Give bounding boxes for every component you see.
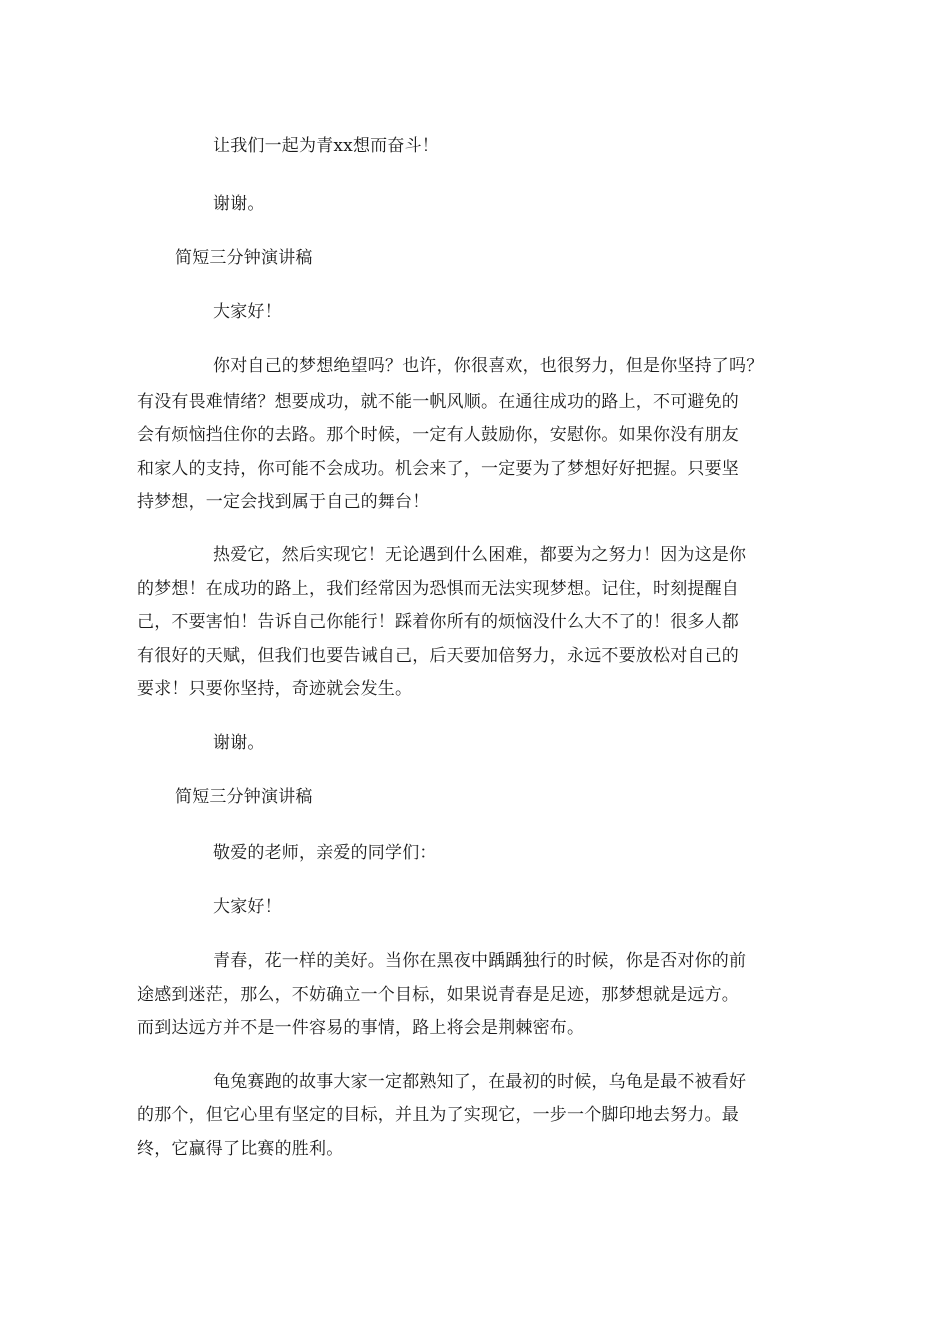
paragraph-line: 有很好的天赋，但我们也要告诫自己，后天要加倍努力，永远不要放松对自己的 — [137, 646, 739, 666]
paragraph-line: 终，它赢得了比赛的胜利。 — [137, 1139, 344, 1159]
paragraph-line: 热爱它，然后实现它！无论遇到什么困难，都要为之努力！因为这是你 — [213, 545, 747, 565]
greeting-line: 大家好！ — [213, 897, 282, 917]
paragraph-line: 要求！只要你坚持，奇迹就会发生。 — [137, 679, 413, 699]
paragraph-line: 己，不要害怕！告诉自己你能行！踩着你所有的烦恼没什么大不了的！很多人都 — [137, 612, 739, 632]
paragraph-line: 龟兔赛跑的故事大家一定都熟知了，在最初的时候，乌龟是最不被看好 — [213, 1072, 747, 1092]
section-heading: 简短三分钟演讲稿 — [175, 248, 313, 268]
paragraph-line: 有没有畏难情绪？想要成功，就不能一帆风顺。在通往成功的路上，不可避免的 — [137, 392, 739, 412]
paragraph-line: 持梦想，一定会找到属于自己的舞台！ — [137, 492, 430, 512]
paragraph-line: 而到达远方并不是一件容易的事情，路上将会是荆棘密布。 — [137, 1018, 585, 1038]
paragraph-line: 你对自己的梦想绝望吗？也许，你很喜欢，也很努力，但是你坚持了吗？ — [213, 356, 764, 376]
paragraph-line: 的那个，但它心里有坚定的目标，并且为了实现它，一步一个脚印地去努力。最 — [137, 1105, 739, 1125]
paragraph-line: 的梦想！在成功的路上，我们经常因为恐惧而无法实现梦想。记住，时刻提醒自 — [137, 579, 739, 599]
paragraph-line: 会有烦恼挡住你的去路。那个时候，一定有人鼓励你，安慰你。如果你没有朋友 — [137, 425, 739, 445]
section-heading: 简短三分钟演讲稿 — [175, 787, 313, 807]
paragraph-line: 途感到迷茫，那么，不妨确立一个目标，如果说青春是足迹，那梦想就是远方。 — [137, 985, 739, 1005]
thanks-line: 谢谢。 — [213, 194, 265, 214]
paragraph-line: 青春，花一样的美好。当你在黑夜中踽踽独行的时候，你是否对你的前 — [213, 951, 747, 971]
salutation-line: 敬爱的老师，亲爱的同学们： — [213, 843, 437, 863]
paragraph-line: 和家人的支持，你可能不会成功。机会来了，一定要为了梦想好好把握。只要坚 — [137, 459, 739, 479]
greeting-line: 大家好！ — [213, 302, 282, 322]
thanks-line: 谢谢。 — [213, 733, 265, 753]
closing-line: 让我们一起为青xx想而奋斗！ — [213, 136, 439, 156]
